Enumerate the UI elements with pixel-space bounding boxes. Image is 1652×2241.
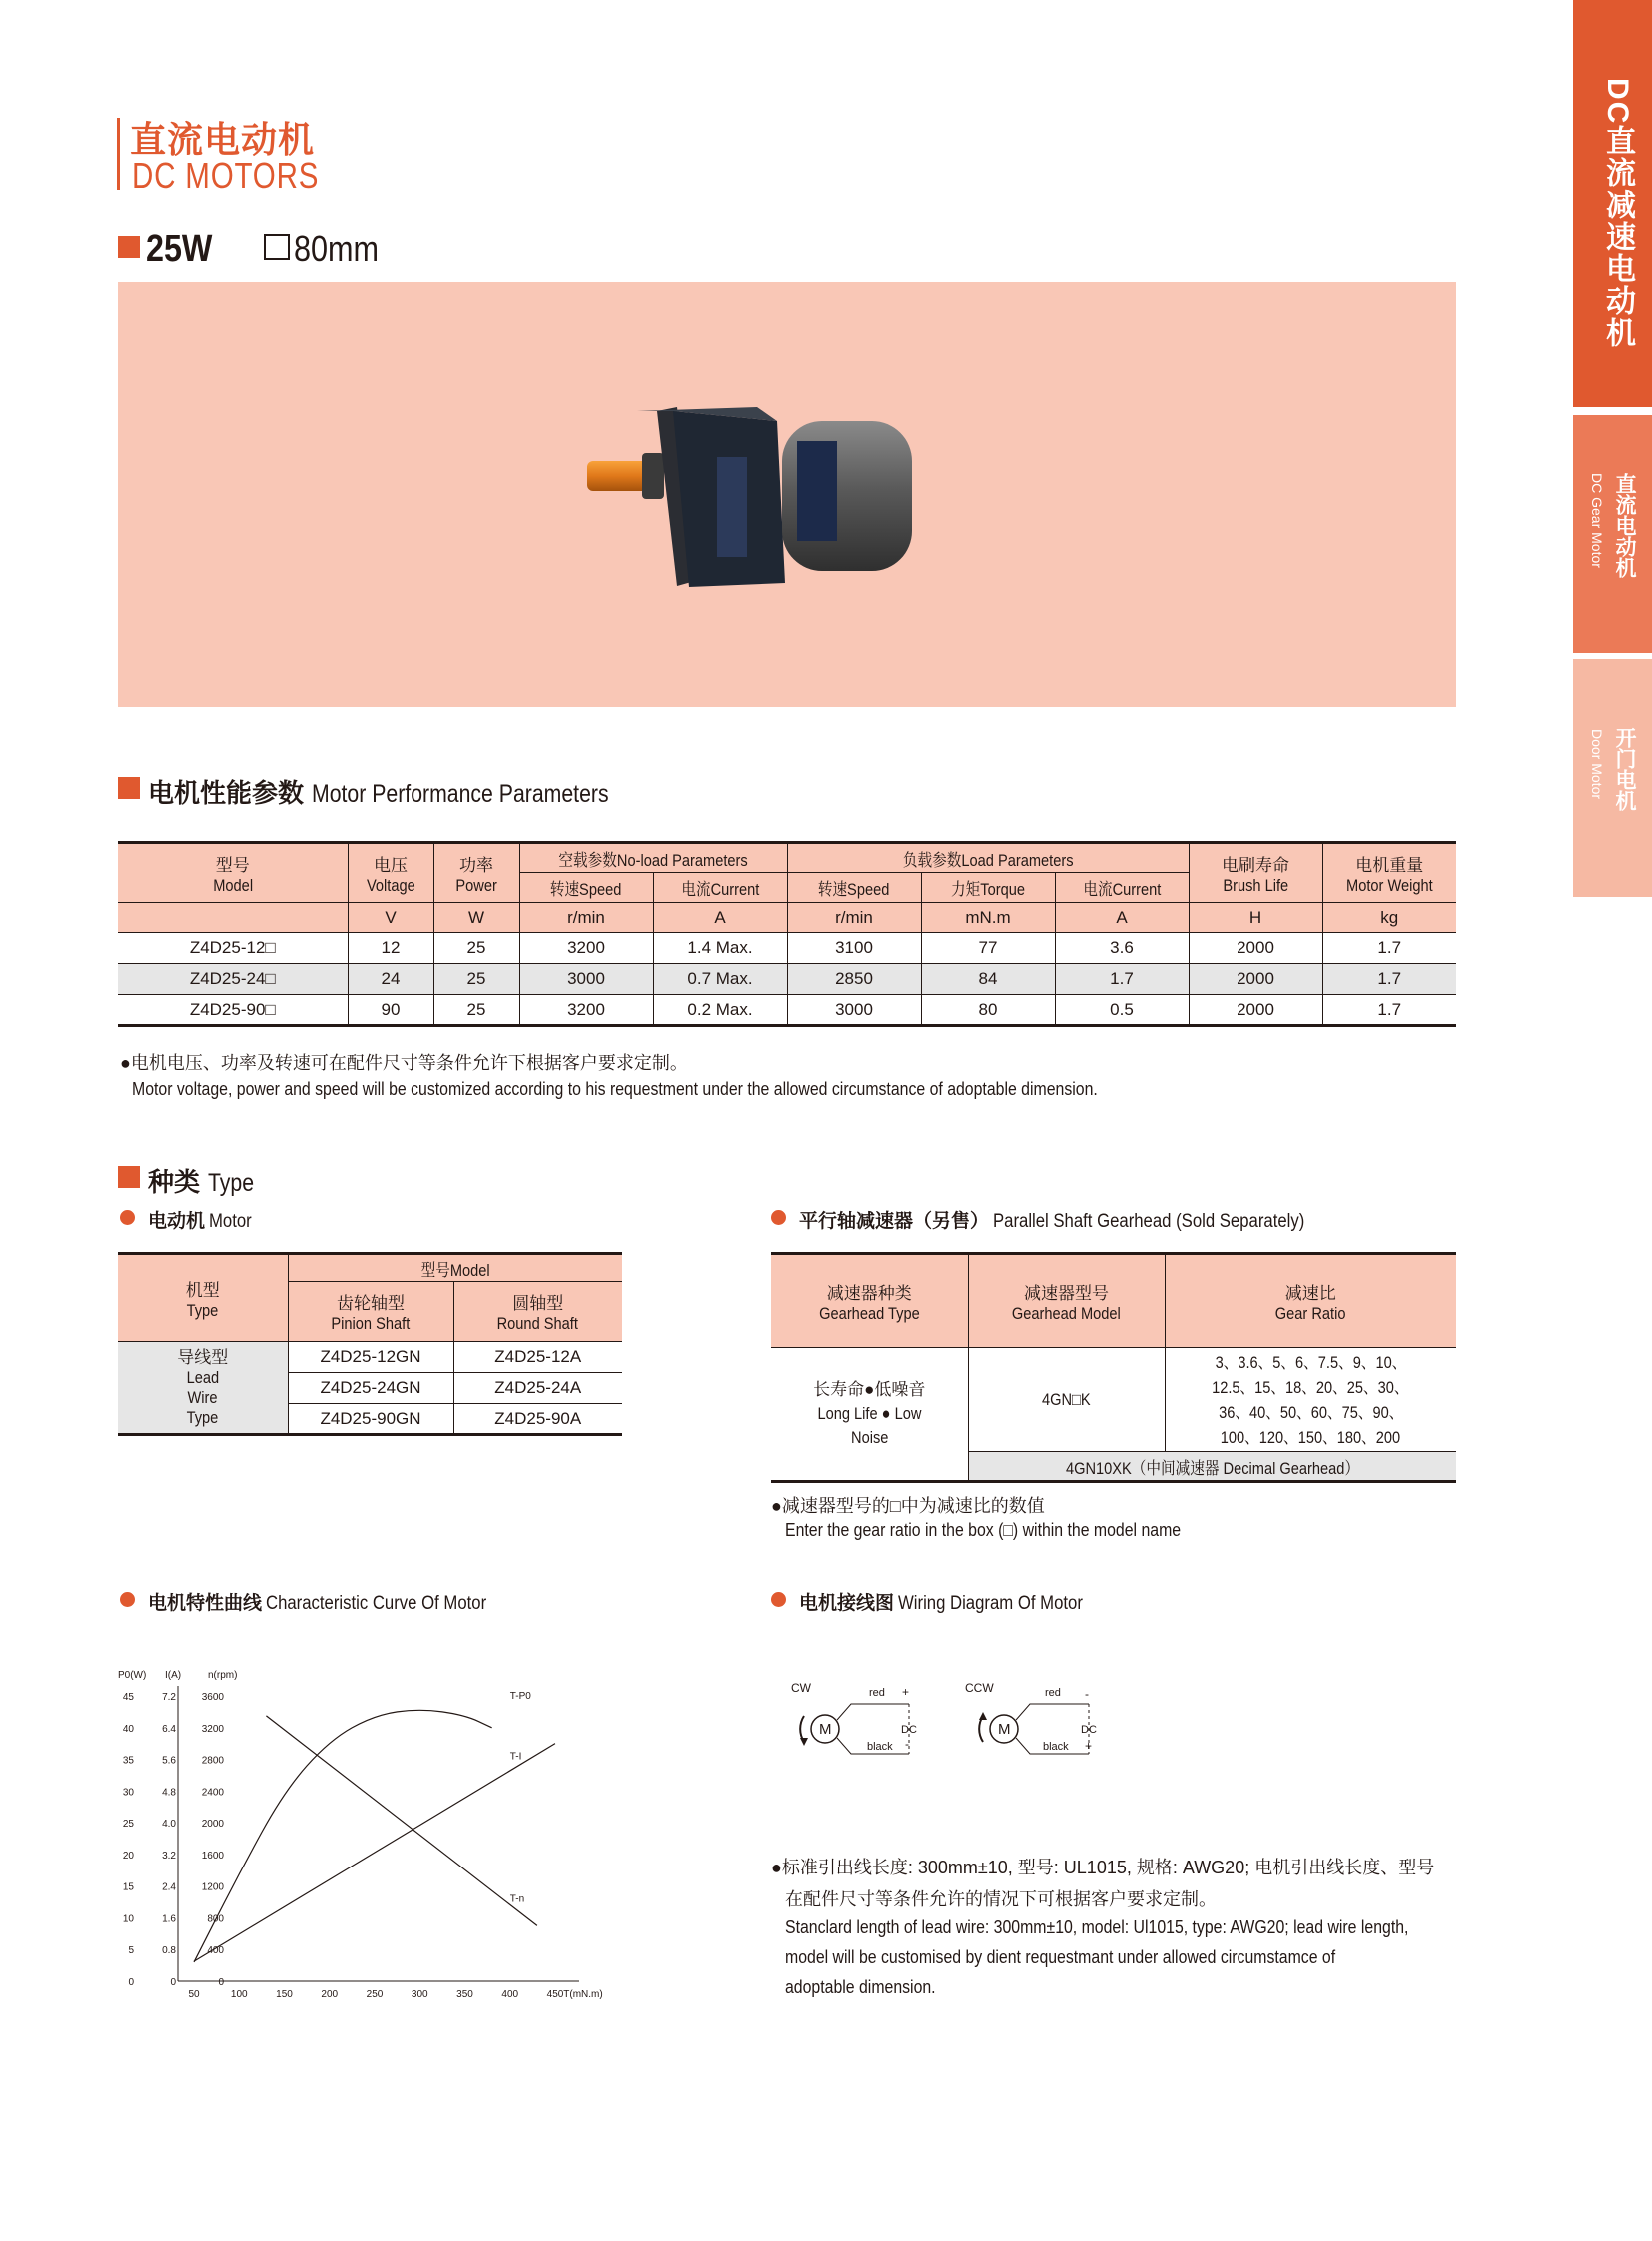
side-tab-label: 直流电动机 — [1613, 473, 1636, 578]
header-gearhead-type — [771, 1254, 968, 1348]
gear-note-en — [785, 1520, 1235, 1541]
cell — [968, 1348, 1165, 1452]
unit-cell: A — [1055, 903, 1189, 933]
dc-label: DC — [901, 1724, 917, 1736]
wiring-note-cn-1: ●标准引出线长度: 300mm±10, 型号: UL1015, 规格: AWG20; 电机引出线长度、型号 — [771, 1858, 1435, 1877]
gear-note-en-text: Enter the gear ratio in the box (□) within the model name — [785, 1520, 1182, 1540]
table-row — [118, 964, 1456, 995]
header-voltage-cn: 电压 — [374, 855, 408, 875]
header-noload-current — [653, 873, 787, 903]
cell: Z4D25-12GN — [288, 1342, 453, 1373]
cell: 77 — [921, 933, 1055, 964]
y-tick-label: 2800 — [201, 1755, 224, 1767]
cell: 12 — [348, 933, 433, 964]
y-tick-label: 10 — [122, 1913, 134, 1925]
red-wire — [837, 1704, 909, 1720]
wiring-diagram — [779, 1668, 1179, 1778]
header-speed-label: 转速Speed — [818, 880, 890, 899]
cell: Z4D25-12A — [494, 1347, 582, 1366]
series-label: T-P0 — [509, 1691, 531, 1703]
gear-ratio-line: 100、120、150、180、200 — [1221, 1427, 1401, 1447]
cell: 3000 — [787, 995, 921, 1026]
cell: 24 — [348, 964, 433, 995]
y-tick-label: 5.6 — [162, 1755, 176, 1767]
header-gear-ratio-en: Gear Ratio — [1274, 1303, 1346, 1323]
y-tick-label: 4.0 — [162, 1819, 176, 1831]
wiring-note-en-text: adoptable dimension. — [785, 1977, 936, 1997]
header-gearhead-model — [968, 1254, 1165, 1348]
unit-cell: mN.m — [921, 903, 1055, 933]
cell: Z4D25-90A — [494, 1408, 582, 1428]
cell: Z4D25-90GN — [288, 1404, 453, 1435]
header-current-label: 电流Current — [681, 880, 759, 899]
header-noload-speed — [519, 873, 653, 903]
cell: 84 — [921, 964, 1055, 995]
motor-illustration — [118, 282, 1456, 707]
header-torque-label: 力矩Torque — [951, 880, 1025, 899]
cell: 1.4 Max. — [653, 933, 787, 964]
decimal-gearhead-label: 4GN10XK（中间减速器 Decimal Gearhead） — [1065, 1458, 1359, 1478]
y-tick-label: 0.8 — [162, 1945, 176, 1957]
header-gearhead-model-cn: 减速器型号 — [1024, 1283, 1109, 1303]
wiring-subtitle — [799, 1588, 1108, 1615]
cell: 1.7 — [1377, 969, 1402, 988]
minus-label: - — [905, 1737, 909, 1751]
minus-label: - — [1085, 1687, 1089, 1701]
ccw-label: CCW — [965, 1681, 994, 1695]
y-tick-label: 6.4 — [162, 1723, 176, 1735]
performance-note-en — [132, 1079, 1230, 1100]
x-tick-label: 100 — [230, 1989, 248, 2000]
cell: 3100 — [787, 933, 921, 964]
cell: Z4D25-90□ — [118, 995, 348, 1026]
unit-cell: A — [653, 903, 787, 933]
header-pinion-cn: 齿轮轴型 — [337, 1294, 405, 1313]
y-tick-label: 4.8 — [162, 1787, 176, 1799]
power-spec: 25W — [146, 228, 213, 270]
header-current-label: 电流Current — [1083, 880, 1161, 899]
row-gear-type — [771, 1348, 968, 1482]
gearhead-table — [771, 1252, 1456, 1483]
y-tick-label: 30 — [122, 1787, 134, 1799]
cw-label: CW — [791, 1681, 811, 1695]
performance-note-en-text: Motor voltage, power and speed will be customized according to his requestment under the allowed circumstance of adoptable dimension. — [132, 1079, 1098, 1099]
section-marker — [118, 1166, 140, 1188]
motor-subtitle — [148, 1206, 258, 1233]
motor-type-table — [118, 1252, 622, 1436]
table-row — [118, 995, 1456, 1026]
side-tab-sublabel: DC Gear Motor — [1589, 473, 1605, 568]
axis-header: P0(W) — [118, 1670, 147, 1681]
unit-cell: W — [433, 903, 519, 933]
page-title-cn: 直流电动机 — [130, 119, 316, 160]
type-title — [148, 1162, 262, 1199]
cell: 2000 — [1189, 964, 1322, 995]
header-load-torque — [921, 873, 1055, 903]
row-type-en: Type — [186, 1407, 219, 1427]
gearhead-model-value: 4GN□K — [1042, 1389, 1091, 1409]
y-tick-label: 800 — [207, 1913, 224, 1925]
axis-header: n(rpm) — [208, 1670, 238, 1681]
cell: 25 — [433, 933, 519, 964]
header-power-cn: 功率 — [459, 855, 493, 875]
arrowhead-icon — [800, 1738, 808, 1746]
plus-label: + — [1085, 1739, 1093, 1753]
cell: 1.7 — [1055, 964, 1189, 995]
gear-subtitle-cn: 平行轴减速器（另售） — [799, 1211, 990, 1232]
table-row — [771, 1348, 1456, 1452]
unit-cell: H — [1189, 903, 1322, 933]
header-round-cn: 圆轴型 — [512, 1294, 564, 1313]
cell: 2850 — [787, 964, 921, 995]
cell: 0.7 Max. — [653, 964, 787, 995]
y-tick-label: 2.4 — [162, 1881, 176, 1893]
y-tick-label: 2400 — [201, 1787, 224, 1799]
y-tick-label: 15 — [122, 1881, 134, 1893]
type-title-en: Type — [208, 1169, 255, 1197]
size-spec: 80mm — [294, 228, 380, 269]
wiring-note-en-1 — [785, 1917, 1524, 1938]
cell: 0.5 — [1055, 995, 1189, 1026]
units-model-cell — [118, 903, 348, 933]
header-weight-cn: 电机重量 — [1355, 855, 1424, 875]
header-speed-label: 转速Speed — [550, 880, 622, 899]
y-tick-label: 400 — [207, 1945, 224, 1957]
curve-subtitle-cn: 电机特性曲线 — [148, 1593, 263, 1614]
wiring-note-en-text: Stanclard length of lead wire: 300mm±10, model: Ul1015, type: AWG20; lead wire length, — [785, 1917, 1409, 1937]
series-label: T-I — [509, 1751, 522, 1763]
side-tab-door-motor[interactable] — [1573, 659, 1652, 897]
y-tick-label: 40 — [122, 1723, 134, 1735]
row-type-cn: 导线型 — [177, 1347, 229, 1367]
bullet-dot-icon — [771, 1592, 786, 1607]
cell: 3200 — [519, 995, 653, 1026]
cell: Z4D25-24GN — [288, 1373, 453, 1404]
header-noload-label: 空载参数No-load Parameters — [558, 850, 748, 870]
side-tab-label: DC直流减速电动机 — [1601, 78, 1634, 350]
y-tick-label: 3600 — [201, 1692, 224, 1703]
gear-note-cn: ●减速器型号的□中为减速比的数值 — [771, 1496, 1045, 1516]
bullet-dot-icon — [771, 1210, 786, 1225]
product-photo — [118, 282, 1456, 707]
header-gearhead-type-cn: 减速器种类 — [826, 1283, 912, 1303]
axis-header: I(A) — [165, 1670, 182, 1681]
spec-marker — [118, 236, 140, 258]
unit-cell: r/min — [787, 903, 921, 933]
header-weight — [1322, 843, 1456, 903]
chart-ticks — [118, 1670, 603, 2000]
header-model — [288, 1254, 622, 1282]
gear-subtitle — [799, 1206, 1347, 1233]
side-tab-dc-motor[interactable] — [1573, 415, 1652, 653]
header-pinion — [288, 1282, 453, 1342]
side-tab-dc-gear-motor[interactable] — [1573, 0, 1652, 407]
square-icon — [264, 234, 290, 260]
header-type-en: Type — [186, 1300, 219, 1320]
row-type-en: Wire — [187, 1387, 218, 1407]
motor-label-cw: M — [819, 1721, 832, 1738]
header-model-en: Model — [212, 875, 253, 895]
motor-subtitle-cn: 电动机 — [148, 1211, 206, 1232]
x-tick-label: 300 — [411, 1989, 428, 2000]
red-wire — [1016, 1704, 1089, 1720]
wiring-subtitle-cn: 电机接线图 — [799, 1593, 895, 1614]
cell: 2000 — [1189, 933, 1322, 964]
y-tick-label: 5 — [128, 1945, 134, 1957]
header-type-cn: 机型 — [185, 1280, 220, 1300]
red-label: red — [1045, 1687, 1061, 1699]
cell: 0.2 Max. — [653, 995, 787, 1026]
decimal-gearhead-cell — [968, 1452, 1456, 1482]
arrowhead-icon — [979, 1712, 987, 1720]
cell: 3.6 — [1055, 933, 1189, 964]
header-load-speed — [787, 873, 921, 903]
y-tick-label: 2000 — [201, 1819, 224, 1831]
side-tab-label: 开门电机 — [1613, 727, 1636, 811]
chart-axes — [178, 1686, 579, 1981]
header-power-en: Power — [455, 875, 497, 895]
cell: 90 — [348, 995, 433, 1026]
cell: 3200 — [519, 933, 653, 964]
table-row — [118, 933, 1456, 964]
series-line-t-n — [266, 1716, 537, 1926]
row-type-cell — [118, 1342, 288, 1435]
header-load — [787, 843, 1189, 873]
dc-label: DC — [1081, 1724, 1097, 1736]
header-model-cn: 型号 — [215, 855, 250, 875]
header-pinion-en: Pinion Shaft — [331, 1314, 411, 1333]
x-tick-label: 150 — [276, 1989, 293, 2000]
y-tick-label: 20 — [122, 1850, 134, 1862]
bullet-dot-icon — [120, 1592, 135, 1607]
header-gear-ratio-cn: 减速比 — [1284, 1283, 1336, 1303]
unit-cell: kg — [1380, 907, 1399, 927]
wiring-note-en-3 — [785, 1977, 956, 1998]
header-voltage-en: Voltage — [366, 875, 415, 895]
row-gear-type-en: Noise — [850, 1428, 888, 1447]
y-tick-label: 3.2 — [162, 1850, 176, 1862]
header-round-en: Round Shaft — [497, 1314, 579, 1333]
header-load-current — [1055, 873, 1189, 903]
cell: 1.7 — [1377, 938, 1402, 957]
red-label: red — [869, 1687, 885, 1699]
gear-ratio-line: 12.5、15、18、20、25、30、 — [1212, 1377, 1409, 1397]
x-tick-label: 250 — [366, 1989, 384, 2000]
cell: Z4D25-24□ — [118, 964, 348, 995]
header-weight-en: Motor Weight — [1345, 875, 1433, 895]
y-tick-label: 0 — [170, 1977, 176, 1988]
y-tick-label: 35 — [122, 1755, 134, 1767]
performance-table — [118, 841, 1456, 1027]
side-tab-sublabel: Door Motor — [1589, 729, 1605, 800]
curve-subtitle — [148, 1588, 516, 1615]
header-gearhead-type-en: Gearhead Type — [818, 1303, 920, 1323]
row-type-en: Lead — [186, 1367, 220, 1387]
performance-title — [148, 773, 661, 810]
y-tick-label: 1200 — [201, 1881, 224, 1893]
wiring-note-en-2 — [785, 1947, 1524, 1968]
cell: 80 — [921, 995, 1055, 1026]
characteristic-curve-chart — [110, 1648, 629, 2007]
chart-series — [194, 1691, 555, 1962]
header-brush-en: Brush Life — [1223, 875, 1288, 895]
plus-label: + — [902, 1685, 910, 1699]
gear-ratio-cell — [1165, 1348, 1456, 1452]
cell: 25 — [433, 964, 519, 995]
header-load-label: 负载参数Load Parameters — [902, 850, 1074, 870]
series-line-t-p0 — [194, 1710, 492, 1962]
type-title-cn: 种类 — [148, 1167, 201, 1197]
y-tick-label: 0 — [128, 1977, 134, 1988]
wiring-subtitle-en: Wiring Diagram Of Motor — [898, 1593, 1083, 1614]
cell: Z4D25-24A — [494, 1378, 582, 1397]
header-gear-ratio — [1165, 1254, 1456, 1348]
header-brush — [1189, 843, 1322, 903]
motor-label-ccw: M — [998, 1721, 1011, 1738]
x-tick-label: 450 — [546, 1989, 564, 2000]
header-brush-cn: 电刷寿命 — [1222, 855, 1289, 875]
gear-subtitle-en: Parallel Shaft Gearhead (Sold Separately) — [993, 1211, 1305, 1232]
performance-title-cn: 电机性能参数 — [148, 778, 305, 808]
header-round — [453, 1282, 622, 1342]
x-tick-label: 350 — [456, 1989, 473, 2000]
y-tick-label: 0 — [218, 1977, 224, 1988]
cell: Z4D25-12□ — [118, 933, 348, 964]
y-tick-label: 45 — [122, 1692, 134, 1703]
page-title-en: DC MOTORS — [132, 155, 320, 196]
gear-ratio-line: 3、3.6、5、6、7.5、9、10、 — [1215, 1352, 1407, 1372]
header-power — [433, 843, 519, 903]
bullet-dot-icon — [120, 1210, 135, 1225]
cell: 25 — [433, 995, 519, 1026]
y-tick-label: 25 — [122, 1819, 134, 1831]
header-gearhead-model-en: Gearhead Model — [1012, 1303, 1121, 1323]
header-model — [118, 843, 348, 903]
header-type — [118, 1254, 288, 1342]
gear-ratio-line: 36、40、50、60、75、90、 — [1218, 1402, 1403, 1422]
unit-cell: V — [348, 903, 433, 933]
y-tick-label: 1600 — [201, 1850, 224, 1862]
curve-subtitle-en: Characteristic Curve Of Motor — [266, 1593, 487, 1614]
wiring-note-cn-2: 在配件尺寸等条件允许的情况下可根据客户要求定制。 — [785, 1889, 1217, 1909]
performance-title-en: Motor Performance Parameters — [312, 780, 609, 808]
cell: 3000 — [519, 964, 653, 995]
motor-subtitle-en: Motor — [209, 1211, 252, 1232]
x-axis-label: T(mN.m) — [563, 1989, 603, 2000]
x-tick-label: 400 — [501, 1989, 519, 2000]
y-tick-label: 3200 — [201, 1723, 224, 1735]
y-tick-label: 7.2 — [162, 1692, 176, 1703]
header-noload — [519, 843, 787, 873]
row-gear-type-cn: 长寿命●低噪音 — [813, 1380, 926, 1399]
header-model-label: 型号Model — [420, 1260, 490, 1280]
unit-cell: r/min — [519, 903, 653, 933]
units-row — [118, 903, 1456, 933]
row-gear-type-en: Long Life ● Low — [817, 1404, 922, 1423]
black-label: black — [1043, 1741, 1069, 1753]
header-voltage — [348, 843, 433, 903]
series-line-t-i — [194, 1744, 555, 1961]
performance-note-cn: ●电机电压、功率及转速可在配件尺寸等条件允许下根据客户要求定制。 — [120, 1053, 688, 1073]
cell: 2000 — [1189, 995, 1322, 1026]
y-tick-label: 1.6 — [162, 1913, 176, 1925]
x-tick-label: 50 — [188, 1989, 200, 2000]
x-tick-label: 200 — [321, 1989, 339, 2000]
cell: 1.7 — [1377, 999, 1402, 1019]
series-label: T-n — [509, 1893, 525, 1905]
black-label: black — [867, 1741, 893, 1753]
wiring-note-en-text: model will be customised by dient requestmant under allowed circumstamce of — [785, 1947, 1336, 1967]
section-marker — [118, 777, 140, 799]
table-row — [118, 1342, 622, 1373]
header-accent-bar — [117, 118, 120, 190]
